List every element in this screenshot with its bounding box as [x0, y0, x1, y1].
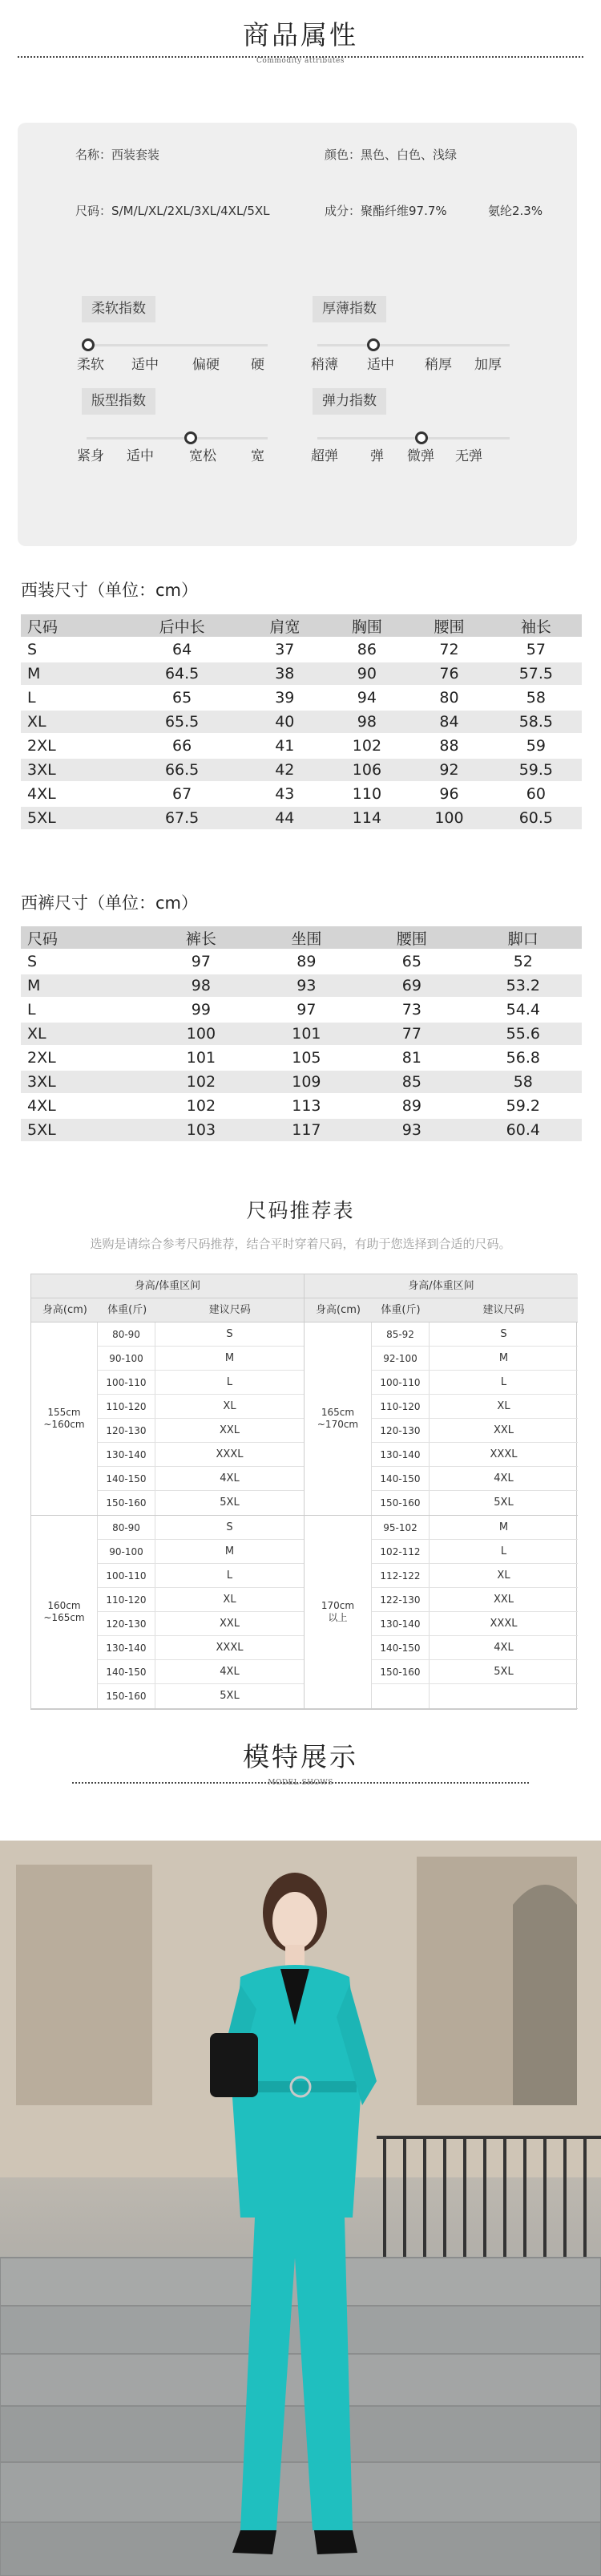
recommend-size: 4XL	[220, 1666, 240, 1678]
pants-table-cell: 73	[401, 1001, 422, 1019]
pants-table-cell: 103	[148, 1119, 253, 1141]
thickness-index-label: 厚薄指数	[313, 296, 386, 322]
recommend-weight: 90-100	[98, 1347, 155, 1370]
recommend-row	[372, 1347, 578, 1371]
recommend-height-range: 165cm ~170cm	[305, 1322, 372, 1515]
pants-table-cell: 59.2	[506, 1097, 540, 1115]
softness-tick: 偏硬	[192, 357, 220, 373]
softness-tick: 柔软	[77, 357, 104, 373]
recommend-size: L	[500, 1545, 507, 1557]
elasticity-tick: 弹	[370, 448, 384, 464]
recommend-row	[98, 1347, 304, 1371]
recommend-row	[372, 1491, 578, 1515]
recommend-size: XL	[497, 1400, 510, 1412]
thickness-tick: 适中	[367, 357, 394, 373]
softness-scale	[87, 344, 268, 346]
suit-table-cell: 58.5	[490, 711, 582, 733]
suit-table-cell: 42	[244, 759, 326, 781]
attr-composition: 成分：聚酯纤维97.7%	[325, 204, 447, 218]
attribute-panel	[18, 123, 577, 546]
arched-window	[513, 1885, 577, 2105]
recommend-size: S	[226, 1521, 233, 1533]
pants-table-cell: 85	[359, 1071, 464, 1093]
suit-table-cell: 80	[439, 689, 459, 707]
pants-table-cell: 69	[359, 974, 464, 997]
col-size-header: 建议尺码	[482, 1304, 525, 1316]
pants-table-cell: 55.6	[465, 1023, 582, 1045]
recommend-row	[372, 1612, 578, 1636]
softness-selected-dot	[82, 338, 95, 351]
recommend-row	[98, 1564, 304, 1588]
fit-tick: 宽松	[189, 448, 216, 464]
attr-color: 颜色：黑色、白色、浅绿	[325, 148, 458, 162]
elasticity-tick: 微弹	[407, 448, 434, 464]
pants-table-cell: 101	[186, 1049, 216, 1067]
suit-table-row	[21, 783, 582, 805]
pants-table-cell: 93	[254, 974, 359, 997]
recommend-size: XXXL	[216, 1642, 244, 1654]
pants-table-cell: L	[27, 1001, 36, 1019]
suit-table-header-cell: 后中长	[120, 614, 244, 637]
suit-table-row	[21, 711, 582, 733]
softness-tick: 适中	[131, 357, 159, 373]
suit-table-cell: 92	[408, 759, 490, 781]
recommend-size: 5XL	[220, 1690, 240, 1702]
recommend-size: XXXL	[490, 1618, 518, 1630]
recommend-size: XL	[223, 1594, 236, 1606]
pants-table-cell: 117	[254, 1119, 359, 1141]
suit-table-cell: 102	[352, 737, 382, 755]
suit-table-cell: 64.5	[120, 662, 244, 685]
recommend-size: 4XL	[494, 1472, 514, 1484]
suit-table-cell: 5XL	[21, 807, 120, 829]
recommend-height-block	[305, 1322, 578, 1516]
suit-table-header-cell: 袖长	[490, 614, 582, 637]
attr-size: 尺码：S/M/L/XL/2XL/3XL/4XL/5XL	[75, 204, 270, 218]
recommend-weight: 120-130	[98, 1612, 155, 1635]
suit-size-table	[21, 613, 582, 831]
elasticity-selected-dot	[415, 431, 428, 444]
recommend-row	[372, 1371, 578, 1395]
recommend-row	[98, 1467, 304, 1491]
pants-table-cell: 56.8	[506, 1049, 540, 1067]
recommend-row	[372, 1684, 578, 1708]
suit-table-cell: 44	[244, 807, 326, 829]
suit-table-cell: 57	[526, 641, 546, 658]
recommend-table	[30, 1274, 577, 1710]
suit-table-header-cell: 胸围	[326, 614, 409, 637]
recommend-height-block	[31, 1322, 304, 1516]
recommend-height-range: 160cm ~165cm	[31, 1516, 98, 1708]
recommend-weight: 102-112	[372, 1540, 430, 1563]
pants-table-row	[21, 1071, 582, 1093]
recommend-row	[98, 1419, 304, 1443]
fit-tick: 紧身	[77, 448, 104, 464]
recommend-size: XL	[223, 1400, 236, 1412]
recommend-size: M	[498, 1352, 509, 1364]
suit-table-header-row	[21, 614, 582, 637]
recommend-row	[98, 1612, 304, 1636]
recommend-height-block	[305, 1516, 578, 1709]
attr-name: 名称：西装套装	[75, 148, 160, 162]
fit-tick: 宽	[251, 448, 264, 464]
model-photo-illustration	[0, 1841, 601, 2576]
recommend-weight: 80-90	[98, 1516, 155, 1539]
col-weight-header: 体重(斤)	[381, 1304, 421, 1316]
pants-table-cell: 97	[296, 1001, 317, 1019]
black-handbag	[210, 2033, 258, 2097]
suit-table-cell: 60.5	[490, 807, 582, 829]
black-heel-right	[314, 2530, 357, 2554]
recommend-row	[372, 1660, 578, 1684]
softness-tick: 硬	[251, 357, 264, 373]
recommend-weight: 100-110	[98, 1371, 155, 1394]
recommend-weight: 100-110	[98, 1564, 155, 1587]
pants-table-cell: 3XL	[21, 1071, 148, 1093]
recommend-weight: 120-130	[98, 1419, 155, 1442]
recommend-size: 4XL	[494, 1642, 514, 1654]
col-weight-header: 体重(斤)	[107, 1304, 147, 1316]
recommend-size: M	[224, 1545, 235, 1557]
suit-table-cell: 39	[275, 689, 295, 707]
suit-table-cell: 64	[172, 641, 192, 658]
recommend-row	[372, 1467, 578, 1491]
suit-table-cell: 88	[439, 737, 459, 755]
suit-table-cell: 59.5	[490, 759, 582, 781]
suit-table-cell: 65.5	[120, 711, 244, 733]
suit-table-cell: 67	[172, 785, 192, 803]
recommend-weight: 92-100	[372, 1347, 430, 1370]
suit-table-row	[21, 638, 582, 661]
pants-table-cell: 81	[401, 1049, 422, 1067]
recommend-height-block	[31, 1516, 304, 1709]
suit-table-cell: 38	[244, 662, 326, 685]
pants-table-cell: 58	[465, 1071, 582, 1093]
model-section-title	[0, 1736, 601, 1787]
pants-table-cell: 98	[148, 974, 253, 997]
recommend-row	[372, 1540, 578, 1564]
recommend-column-headers	[31, 1298, 304, 1322]
recommend-weight: 140-150	[372, 1467, 430, 1490]
pants-table-cell: 102	[186, 1097, 216, 1115]
recommend-weight: 112-122	[372, 1564, 430, 1587]
attributes-title: 商品属性	[243, 19, 358, 51]
recommend-right-half	[305, 1274, 578, 1709]
recommend-size: XXL	[219, 1618, 240, 1630]
pants-table-cell: 99	[191, 1001, 211, 1019]
recommend-row	[98, 1636, 304, 1660]
pants-table-cell: 100	[148, 1023, 253, 1045]
recommend-column-headers	[305, 1298, 578, 1322]
recommend-row	[372, 1322, 578, 1347]
recommend-weight: 110-120	[372, 1395, 430, 1418]
recommend-weight: 95-102	[372, 1516, 430, 1539]
recommend-weight: 150-160	[98, 1491, 155, 1515]
recommend-weight: 110-120	[98, 1588, 155, 1611]
recommend-row	[372, 1516, 578, 1540]
pants-table-cell: 53.2	[465, 974, 582, 997]
model-divider	[72, 1782, 529, 1784]
recommend-row	[98, 1491, 304, 1515]
pants-table-header-cell: 腰围	[359, 926, 464, 949]
pants-table-header-cell: 脚口	[465, 926, 582, 949]
suit-table-caption: 西装尺寸（单位：cm）	[21, 581, 199, 600]
recommend-left-half	[31, 1274, 305, 1709]
recommend-row	[98, 1516, 304, 1540]
recommend-weight: 150-160	[372, 1660, 430, 1683]
pants-size-table	[21, 925, 582, 1143]
recommend-weight: 130-140	[98, 1636, 155, 1659]
suit-table-cell: S	[27, 641, 38, 658]
recommend-height-range: 170cm 以上	[305, 1516, 372, 1708]
thickness-tick: 稍厚	[425, 357, 452, 373]
suit-table-cell: 60	[526, 785, 546, 803]
fit-index-label: 版型指数	[82, 388, 155, 415]
suit-table-row	[21, 735, 582, 757]
recommend-size: 5XL	[220, 1497, 240, 1509]
pants-table-cell: 60.4	[465, 1119, 582, 1141]
recommend-weight: 130-140	[98, 1443, 155, 1466]
suit-table-cell: 96	[439, 785, 459, 803]
pants-table-cell: XL	[21, 1023, 148, 1045]
pants-table-header-cell: 裤长	[148, 926, 253, 949]
thickness-scale	[317, 344, 510, 346]
pants-table-cell: 2XL	[27, 1049, 56, 1067]
suit-table-cell: 66.5	[120, 759, 244, 781]
suit-table-row	[21, 662, 582, 685]
recommend-size: XXL	[219, 1424, 240, 1436]
recommend-size: L	[226, 1569, 233, 1582]
elasticity-scale	[317, 437, 510, 439]
suit-table-cell: 66	[172, 737, 192, 755]
suit-table-header-cell: 腰围	[408, 614, 490, 637]
suit-table-row	[21, 687, 582, 709]
pants-table-row	[21, 1119, 582, 1141]
building-window	[16, 1865, 152, 2105]
recommend-weight: 100-110	[372, 1371, 430, 1394]
title-divider	[18, 56, 583, 58]
suit-table-row	[21, 759, 582, 781]
pants-table-cell: 109	[254, 1071, 359, 1093]
suit-table-cell: 67.5	[120, 807, 244, 829]
suit-table-cell: 2XL	[27, 737, 56, 755]
recommend-title: 尺码推荐表	[246, 1199, 355, 1222]
recommend-row	[98, 1684, 304, 1708]
suit-table-header-cell: 尺码	[21, 614, 120, 637]
suit-table-cell: 76	[408, 662, 490, 685]
recommend-group-header: 身高/体重区间	[31, 1274, 304, 1298]
recommend-size: XXL	[493, 1594, 514, 1606]
suit-table-cell: 90	[326, 662, 409, 685]
suit-table-cell: 72	[439, 641, 459, 658]
pants-table-row	[21, 950, 582, 973]
suit-table-cell: L	[27, 689, 36, 707]
recommend-size	[430, 1684, 578, 1708]
fit-scale	[87, 437, 268, 439]
recommend-row	[372, 1564, 578, 1588]
pants-table-cell: 4XL	[27, 1097, 56, 1115]
elasticity-tick: 无弹	[455, 448, 482, 464]
pants-table-cell: 105	[292, 1049, 321, 1067]
recommend-size: M	[224, 1352, 235, 1364]
recommend-row	[372, 1588, 578, 1612]
suit-table-header-cell: 肩宽	[244, 614, 326, 637]
thickness-tick: 加厚	[474, 357, 502, 373]
recommend-weight: 122-130	[372, 1588, 430, 1611]
suit-table-row	[21, 807, 582, 829]
recommend-row	[98, 1588, 304, 1612]
recommend-row	[98, 1395, 304, 1419]
suit-table-cell: 59	[526, 737, 546, 755]
recommend-row	[372, 1636, 578, 1660]
recommend-size: L	[226, 1376, 233, 1388]
suit-belt	[244, 2081, 357, 2092]
suit-table-cell: 98	[326, 711, 409, 733]
suit-table-cell: 43	[275, 785, 295, 803]
recommend-weight: 150-160	[98, 1684, 155, 1708]
pants-table-header-cell: 坐围	[254, 926, 359, 949]
pants-table-cell: 93	[359, 1119, 464, 1141]
pants-table-cell: 52	[513, 953, 533, 970]
model-face	[272, 1892, 317, 1950]
recommend-row	[98, 1371, 304, 1395]
recommend-size: L	[500, 1376, 507, 1388]
recommend-weight: 85-92	[372, 1322, 430, 1346]
recommend-row	[372, 1443, 578, 1467]
suit-table-cell: 100	[408, 807, 490, 829]
pants-table-cell: 54.4	[506, 1001, 540, 1019]
elasticity-tick: 超弹	[311, 448, 338, 464]
col-height-header: 身高(cm)	[42, 1304, 87, 1316]
suit-table-cell: 84	[408, 711, 490, 733]
recommend-weight: 130-140	[372, 1443, 430, 1466]
suit-table-cell: 110	[352, 785, 382, 803]
attr-spandex: 氨纶2.3%	[488, 204, 543, 218]
recommend-size: M	[498, 1521, 509, 1533]
pants-table-cell: 89	[296, 953, 317, 970]
pants-table-cell: 89	[401, 1097, 422, 1115]
recommend-weight	[372, 1684, 430, 1708]
suit-table-cell: 37	[275, 641, 295, 658]
pants-table-row	[21, 1047, 582, 1069]
suit-table-cell: 3XL	[21, 759, 120, 781]
suit-table-cell: 40	[244, 711, 326, 733]
pants-table-row	[21, 974, 582, 997]
pants-table-cell: 101	[254, 1023, 359, 1045]
pants-table-cell: 102	[148, 1071, 253, 1093]
recommend-group-header: 身高/体重区间	[305, 1274, 578, 1298]
suit-table-cell: 57.5	[490, 662, 582, 685]
suit-table-cell: 41	[275, 737, 295, 755]
recommend-size: S	[500, 1328, 507, 1340]
attributes-subtitle: Commodity attributes	[256, 57, 345, 65]
recommend-size: 5XL	[494, 1497, 514, 1509]
recommend-size: 4XL	[220, 1472, 240, 1484]
recommend-size: XL	[497, 1569, 510, 1582]
suit-table-cell: XL	[21, 711, 120, 733]
pants-table-caption: 西裤尺寸（单位：cm）	[21, 893, 199, 913]
recommend-size: 5XL	[494, 1666, 514, 1678]
recommend-row	[372, 1419, 578, 1443]
fit-selected-dot	[184, 431, 197, 444]
recommend-row	[98, 1540, 304, 1564]
recommend-weight: 140-150	[372, 1636, 430, 1659]
model-title: 模特展示	[243, 1741, 358, 1772]
recommend-size: XXXL	[490, 1448, 518, 1460]
suit-table-cell: 86	[357, 641, 377, 658]
pants-table-cell: S	[27, 953, 38, 970]
pants-table-row	[21, 1095, 582, 1117]
pants-table-header-cell: 尺码	[21, 926, 148, 949]
suit-table-cell: 114	[326, 807, 409, 829]
recommend-height-range: 155cm ~160cm	[31, 1322, 98, 1515]
pants-table-cell: 77	[359, 1023, 464, 1045]
recommend-note: 选购是请综合参考尺码推荐，结合平时穿着尺码，有助于您选择到合适的尺码。	[90, 1237, 511, 1251]
fit-tick: 适中	[127, 448, 154, 464]
recommend-weight: 140-150	[98, 1660, 155, 1683]
thickness-tick: 稍薄	[311, 357, 338, 373]
recommend-size: S	[226, 1328, 233, 1340]
recommend-row	[98, 1322, 304, 1347]
pants-table-cell: 5XL	[21, 1119, 148, 1141]
col-size-header: 建议尺码	[208, 1304, 251, 1316]
model-subtitle: MODEL SHOWS	[268, 1779, 333, 1787]
recommend-weight: 140-150	[98, 1467, 155, 1490]
recommend-row	[98, 1443, 304, 1467]
suit-table-cell: 65	[172, 689, 192, 707]
pants-table-row	[21, 998, 582, 1021]
recommend-row	[372, 1395, 578, 1419]
col-height-header: 身高(cm)	[316, 1304, 361, 1316]
recommend-weight: 110-120	[98, 1395, 155, 1418]
recommend-weight: 120-130	[372, 1419, 430, 1442]
pants-table-cell: 65	[401, 953, 422, 970]
pants-table-cell: 113	[292, 1097, 321, 1115]
recommend-size: XXXL	[216, 1448, 244, 1460]
softness-index-label: 柔软指数	[82, 296, 155, 322]
suit-table-cell: 4XL	[27, 785, 56, 803]
recommend-weight: 150-160	[372, 1491, 430, 1515]
model-photo	[0, 1841, 601, 2576]
elasticity-index-label: 弹力指数	[313, 388, 386, 415]
suit-table-cell: 94	[357, 689, 377, 707]
pants-table-header-row	[21, 926, 582, 949]
suit-table-cell: 106	[326, 759, 409, 781]
recommend-row	[98, 1660, 304, 1684]
pants-table-cell: M	[21, 974, 148, 997]
recommend-weight: 80-90	[98, 1322, 155, 1346]
pants-table-row	[21, 1023, 582, 1045]
recommend-weight: 90-100	[98, 1540, 155, 1563]
suit-table-cell: 58	[526, 689, 546, 707]
suit-table-cell: M	[21, 662, 120, 685]
thickness-selected-dot	[367, 338, 380, 351]
recommend-weight: 130-140	[372, 1612, 430, 1635]
recommend-size: XXL	[493, 1424, 514, 1436]
pants-table-cell: 97	[191, 953, 211, 970]
